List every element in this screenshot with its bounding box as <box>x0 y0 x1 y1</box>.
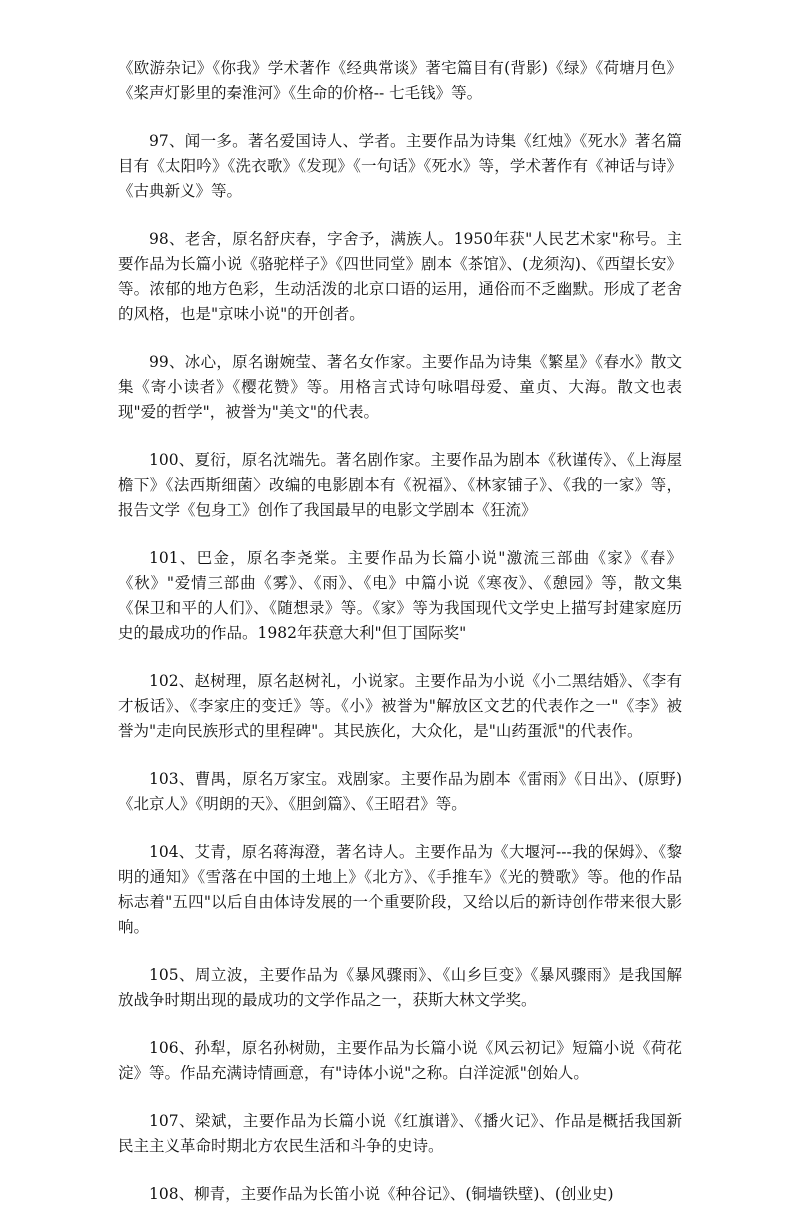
paragraph-98-lao-she: 98、老舍，原名舒庆春，字舍予，满族人。1950年获"人民艺术家"称号。主要作品为长篇小说《骆驼样子》《四世同堂》剧本《茶馆》、(龙须沟)、《西望长安》等。浓郁的地方色彩，生动活泼的北京口语的运用，通俗而不乏幽默。形成了老舍的风格，也是"京味小说"的开创者。 <box>118 230 682 323</box>
paragraph-108-liu-qing: 108、柳青，主要作品为长笛小说《种谷记》、(铜墙铁壁)、(创业史) <box>149 1185 614 1203</box>
paragraph-107-liang-bin: 107、梁斌，主要作品为长篇小说《红旗谱》、《播火记》、作品是概括我国新民主主义革命时期北方农民生活和斗争的史诗。 <box>118 1112 682 1155</box>
paragraph-continuation: 《欧游杂记》《你我》学术著作《经典常谈》著宅篇目有(背影)《绿》《荷塘月色》《桨声灯影里的秦淮河》《生命的价格-- 七毛钱》等。 <box>118 59 682 102</box>
paragraph-97-wen-yiduo: 97、闻一多。著名爱国诗人、学者。主要作品为诗集《红烛》《死水》著名篇目有《太阳吟》《洗衣歌》《发现》《一句话》《死水》等，学术著作有《神话与诗》《古典新义》等。 <box>118 132 682 200</box>
paragraph-105-zhou-libo: 105、周立波，主要作品为《暴风骤雨》、《山乡巨变》《暴风骤雨》是我国解放战争时期出现的最成功的文学作品之一，获斯大林文学奖。 <box>118 966 682 1009</box>
paragraph-102-zhao-shuli: 102、赵树理，原名赵树礼，小说家。主要作品为小说《小二黑结婚》、《李有才板话》、《李家庄的变迁》等。《小》被誉为"解放区文艺的代表作之一"《李》被誉为"走向民族形式的里程碑"。其民族化，大众化，是"山药蛋派"的代表作。 <box>118 672 682 740</box>
document-page <box>118 56 682 1230</box>
paragraph-99-bing-xin: 99、冰心，原名谢婉莹、著名女作家。主要作品为诗集《繁星》《春水》散文集《寄小读者》《樱花赞》等。用格言式诗句咏唱母爱、童贞、大海。散文也表现"爱的哲学"，被誉为"美文"的代表。 <box>118 353 682 421</box>
paragraph-101-ba-jin: 101、巴金，原名李尧棠。主要作品为长篇小说"激流三部曲《家》《春》《秋》"爱情三部曲《雾》、《雨》、《电》中篇小说《寒夜》、《憩园》等，散文集《保卫和平的人们》、《随想录》等。《家》等为我国现代文学史上描写封建家庭历史的最成功的作品。1982年获意大利"但丁国际奖" <box>118 549 682 642</box>
paragraph-104-ai-qing: 104、艾青，原名蒋海澄，著名诗人。主要作品为《大堰河---我的保姆》、《黎明的通知》《雪落在中国的土地上》《北方》、《手推车》《光的赞歌》等。他的作品标志着"五四"以后自由体诗发展的一个重要阶段，又给以后的新诗创作带来很大影响。 <box>118 843 682 936</box>
paragraph-100-xia-yan: 100、夏衍，原名沈端先。著名剧作家。主要作品为剧本《秋谨传》、《上海屋檐下》《法西斯细菌〉改编的电影剧本有《祝福》、《林家铺子》、《我的一家》等，报告文学《包身工》创作了我国最早的电影文学剧本《狂流》 <box>118 451 682 519</box>
paragraph-103-cao-yu: 103、曹禺，原名万家宝。戏剧家。主要作品为剧本《雷雨》《日出》、(原野)《北京人》《明朗的天》、《胆剑篇》、《王昭君》等。 <box>118 770 682 813</box>
paragraph-106-sun-li: 106、孙犁，原名孙树勋，主要作品为长篇小说《风云初记》短篇小说《荷花淀》等。作品充满诗情画意，有"诗体小说"之称。白洋淀派"创始人。 <box>118 1039 682 1082</box>
